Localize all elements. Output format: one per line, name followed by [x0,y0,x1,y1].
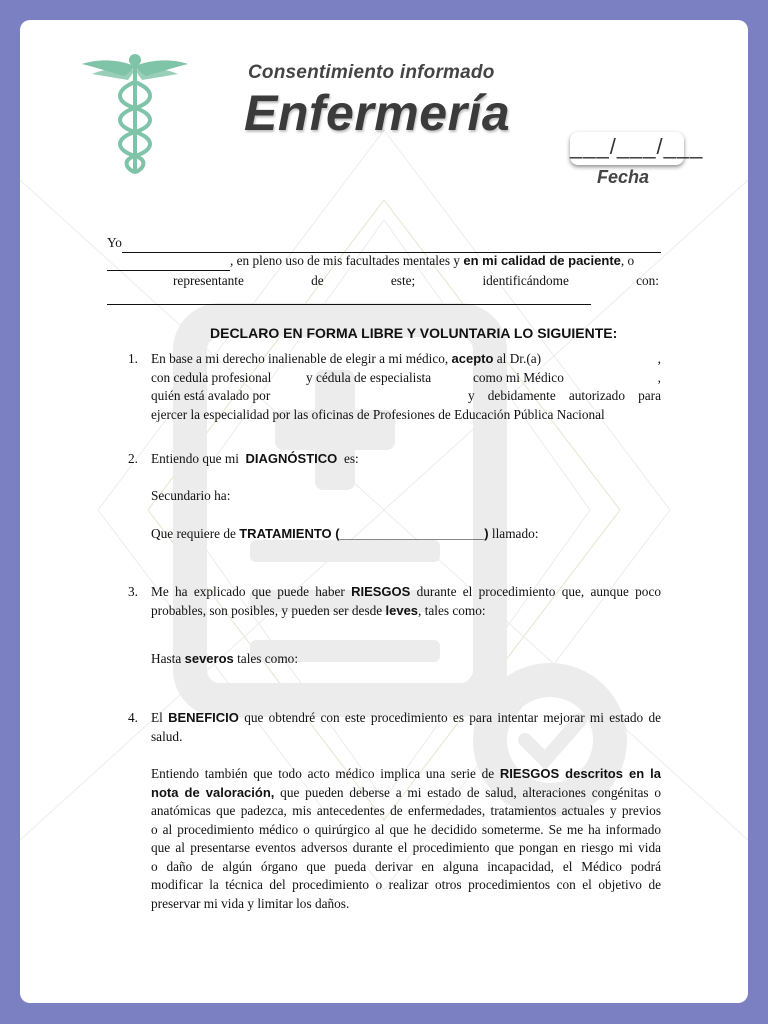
item-1 [151,350,661,424]
risk-line-2: nota de valoración, que pueden deberse a mi estado de salud, alteraciones congénitas o [151,784,661,800]
identification-blank[interactable] [107,304,591,305]
risk-line-3: anatómicas que padezca, mis antecedentes de enfermedades, tratamientos actuales y previos [151,803,661,818]
item-1-line-4: ejercer la especialidad por las oficinas de Profesiones de Educación Pública Nacional [151,406,605,422]
item-3 [151,583,661,620]
risk-line-8: preservar mi vida y limitar los daños. [151,895,350,911]
name-blank[interactable] [122,238,661,253]
consent-form-page [20,20,748,1003]
document-subtitle: Consentimiento informado [248,62,495,83]
risk-line-5: que al presentarse eventos adversos durante el procedimiento que pongan en riesgo mi vida [151,840,661,855]
item-2-diagnosis: Entiendo que mi DIAGNÓSTICO es: [151,451,359,466]
item-2-treatment: Que requiere de TRATAMIENTO (____________________) llamado: [151,526,539,541]
item-number-4: 4. [128,710,138,725]
date-label: Fecha [597,167,650,187]
item-1-line-3: quién está avalado por y debidamente autorizado para [151,388,661,403]
intro-line-2: , en pleno uso de mis facultades mentales y en mi calidad de paciente, o [107,252,665,271]
name-blank-2[interactable] [107,256,230,271]
item-number-2: 2. [128,451,138,466]
risk-line-1: Entiendo también que todo acto médico implica una serie de RIESGOS descritos en la [151,766,662,781]
date-field[interactable]: ___/___/___ [570,132,684,165]
item-1-line-2: con cedula profesional y cédula de especialista como mi Médico , [151,369,661,385]
intro-line-3: representante de este; identificándome con: [173,273,659,288]
risk-line-4: o al procedimiento médico o quirúrgico al que he decidido someterme. Se me ha informado [151,821,661,837]
item-2-secondary: Secundario ha: [151,488,231,503]
declaration-heading: DECLARO EN FORMA LIBRE Y VOLUNTARIA LO SIGUIENTE: [210,325,618,341]
item-4-line-1: El BENEFICIO que obtendré con este procedimiento es para intentar mejorar mi estado de [151,710,662,725]
risk-paragraph [151,765,661,913]
risk-line-6: o daño de algún órgano que pueda derivar en alguna incapacidad, el Médico podrá [151,858,661,874]
item-number-3: 3. [128,584,138,599]
item-3-line-2: probables, son posibles, y pueden ser desde leves, tales como: [151,602,486,618]
item-4-line-2: salud. [151,728,183,744]
intro-line-1: Yo [107,234,665,253]
treatment-blank[interactable]: ____________________ [339,526,485,541]
item-4 [151,709,661,746]
item-3-line-1: Me ha explicado que puede haber RIESGOS durante el procedimiento que, aunque poco [151,584,661,599]
item-3-severe: Hasta severos tales como: [151,651,299,666]
item-number-1: 1. [128,351,138,366]
risk-line-7: modificar la técnica del procedimiento o realizar otros procedimientos con el objetivo de [151,877,661,892]
item-1-line-1: En base a mi derecho inalienable de elegir a mi médico, acepto al Dr.(a) , [151,351,661,366]
document-title: Enfermería [244,85,511,141]
caduceus-logo [80,52,190,180]
